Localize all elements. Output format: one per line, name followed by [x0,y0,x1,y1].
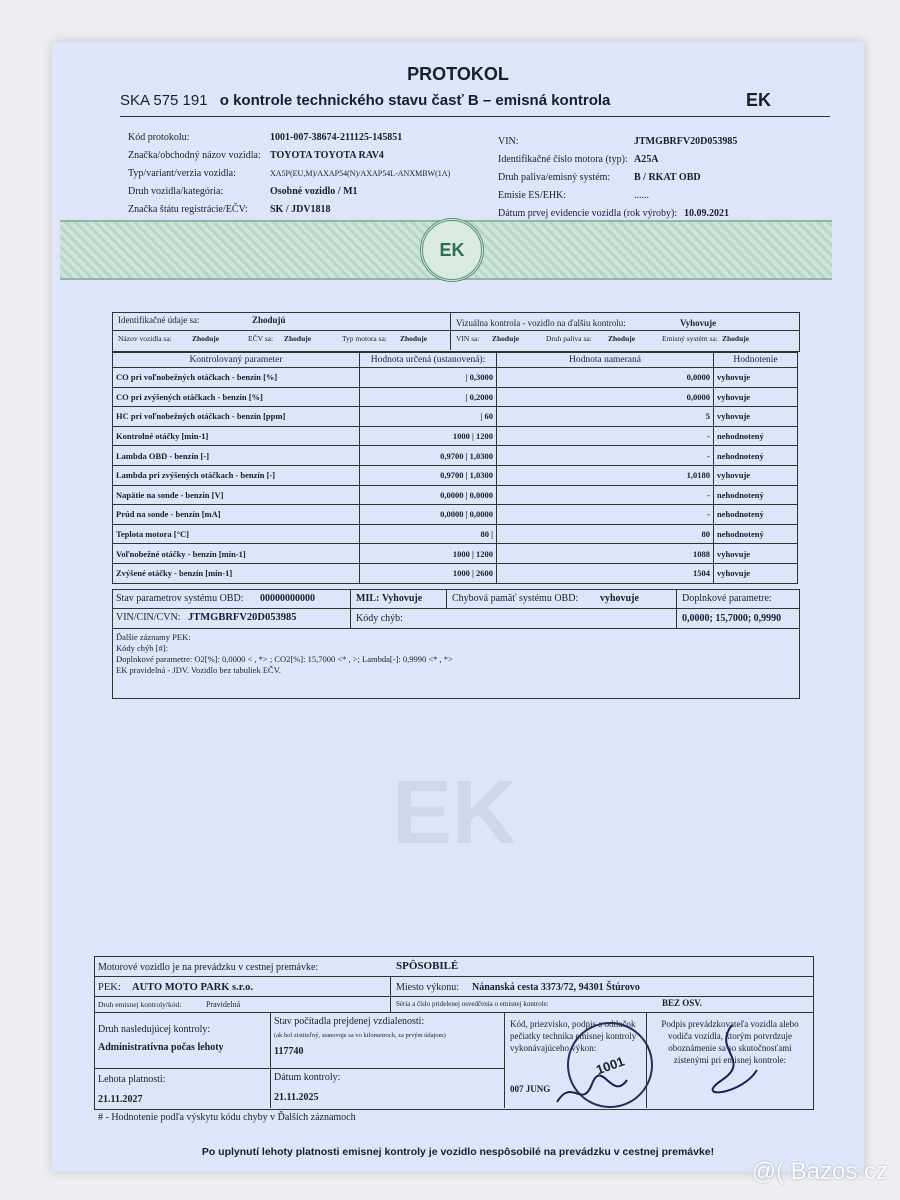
emisie-label: Emisie ES/EHK: [498,190,567,201]
druh-label: Druh vozidla/kategória: [128,186,224,197]
urcena: 80 | [360,524,497,544]
namerana: - [497,505,714,525]
stav-label: Stav počítadla prejdenej vzdialenosti: [274,1016,425,1027]
seria-value: BEZ OSV. [662,998,702,1008]
nazov-value: Zhoduje [192,334,220,343]
namerana: 1088 [497,544,714,564]
pek-value: AUTO MOTO PARK s.r.o. [132,982,253,993]
urcena: 0,9700 | 1,0300 [360,465,497,485]
datum-kontroly-label: Dátum kontroly: [274,1072,341,1083]
namerana: - [497,426,714,446]
hodnotenie: nehodnotený [714,426,798,446]
table-header-row [113,353,798,368]
hodnotenie: nehodnotený [714,505,798,525]
series-number: SKA 575 191 [120,92,208,109]
technik-sign: 007 JUNG [510,1084,551,1094]
vis-value: Vyhovuje [680,318,717,328]
hodnotenie: vyhovuje [714,407,798,427]
namerana: 0,0000 [497,387,714,407]
vis-label: Vizuálna kontrola - vozidlo na ďalšiu kontrolu: [456,318,626,328]
obd-divider-1 [112,608,800,609]
palivo-label: Druh paliva/emisný systém: [498,172,611,183]
nazov-label: Názov vozidla sa: [118,334,172,343]
param: Lambda pri zvýšených otáčkach - benzín [-] [113,465,360,485]
obd-vline-2 [446,589,447,609]
miesto-label: Miesto výkonu: [396,982,460,993]
urcena: 0,0000 | 0,0000 [360,485,497,505]
znacka-label: Značka/obchodný názov vozidla: [128,150,261,161]
dopl-label: Doplnkové parametre: [682,593,772,604]
res-line-4 [94,1068,504,1069]
id-ecv-value: Zhoduje [284,334,312,343]
owner-signature [702,1020,762,1100]
param: CO pri voľnobežných otáčkach - benzín [%] [113,368,360,388]
urcena: | 0,3000 [360,368,497,388]
table-row [113,387,798,407]
hodnotenie: vyhovuje [714,368,798,388]
param: Napätie na sonde - benzín [V] [113,485,360,505]
table-row [113,465,798,485]
namerana: - [497,446,714,466]
seria-label: Séria a číslo pridelenej osvedčenia o emisnej kontrole: [396,1000,549,1008]
hodnotenie: vyhovuje [714,563,798,583]
res-line-2 [94,996,814,997]
bazos-watermark: @( Bazos.cz [751,1158,888,1185]
emis-label: Emisný systém sa: [662,334,718,343]
emis-value: Zhoduje [722,334,750,343]
document-title: PROTOKOL [407,64,509,84]
notes-line-3: Doplnkové parametre: O2[%]: 0,0000 < , *> ; CO2[%]: 15,7000 <* , >; Lambda[-]: 0,9990 <* , *> [116,654,453,664]
kod-protokolu-label: Kód protokolu: [128,132,190,143]
param: Teplota motora [°C] [113,524,360,544]
id-vin-label: VIN sa: [456,334,480,343]
namerana: 0,0000 [497,368,714,388]
title-divider [120,116,830,117]
namerana: 5 [497,407,714,427]
pek-label: PEK: [98,982,121,993]
table-row [113,563,798,583]
notes-line-2: Kódy chýb [#]: [116,643,168,653]
param: Lambda OBD - benzín [-] [113,446,360,466]
hodnotenie: vyhovuje [714,387,798,407]
lehota-value: 21.11.2027 [98,1094,143,1105]
vincin-label: VIN/CIN/CVN: [116,612,181,623]
param: Prúd na sonde - benzín [mA] [113,505,360,525]
urcena: 1000 | 1200 [360,426,497,446]
id-vin-value: Zhoduje [492,334,520,343]
footer-warning: Po uplynutí lehoty platnosti emisnej kontroly je vozidlo nespôsobilé na prevádzku v cestnej premávke! [201,1146,715,1158]
obd-vline-1 [350,589,351,628]
mil-label: MIL: [356,593,380,604]
ek-watermark: EK [392,763,518,863]
datum-kontroly-value: 21.11.2025 [274,1092,319,1103]
notes-line-4: EK pravidelná - JDV. Vozidlo bez tabuliek EČV. [116,665,281,675]
palivo-value: B / RKAT OBD [634,172,701,183]
stamp-number: 1001 [593,1053,627,1077]
emisie-value: ...... [634,190,649,201]
id-palivo-value: Zhoduje [608,334,636,343]
table-row [113,426,798,446]
table-row [113,446,798,466]
nasl-value: Administratívna počas lehoty [98,1042,224,1053]
param: Voľnobežné otáčky - benzín [min-1] [113,544,360,564]
id-palivo-label: Druh paliva sa: [546,334,592,343]
urcena: | 60 [360,407,497,427]
datum-value: 10.09.2021 [684,208,729,219]
kod-protokolu-value: 1001-007-38674-211125-145851 [270,132,403,143]
hodnotenie-note: # - Hodnotenie podľa výskytu kódu chyby v Ďalších záznamoch [98,1112,356,1123]
ecv-label: Značka štátu registrácie/EČV: [128,204,248,215]
ecv-value: SK / JDV1818 [270,204,331,215]
hodnotenie: nehodnotený [714,446,798,466]
urcena: 1000 | 2600 [360,563,497,583]
document-subtitle [120,92,610,109]
id-vdivider [450,312,451,350]
hodnotenie: nehodnotený [714,485,798,505]
namerana: 1504 [497,563,714,583]
nasl-label: Druh nasledujúcej kontroly: [98,1024,211,1035]
hodnotenie: vyhovuje [714,465,798,485]
urcena: 1000 | 1200 [360,544,497,564]
res-vline-3 [504,1012,505,1108]
table-row [113,524,798,544]
param: Kontrolné otáčky [min-1] [113,426,360,446]
znacka-value: TOYOTA TOYOTA RAV4 [270,150,384,161]
res-line-1 [94,976,814,977]
druhk-value: Pravidelná [206,1000,241,1009]
urcena: | 0,2000 [360,387,497,407]
spos-value: SPÔSOBILÉ [396,960,459,972]
obd-divider-2 [112,628,800,629]
vin-label: VIN: [498,136,519,147]
table-row [113,407,798,427]
measurement-table [112,352,798,584]
col-urcena: Hodnota určená (ustanovená): [360,353,497,368]
typ-value: XA5P(EU,M)/AXAP54(N)/AXAP54L-ANXMBW(1A) [270,169,451,178]
datum-label: Dátum prvej evidencie vozidla (rok výroby): [498,208,678,219]
id-ecv-label: EČV sa: [248,334,274,343]
miesto-value: Nánanská cesta 3373/72, 94301 Štúrovo [472,982,640,993]
table-row [113,505,798,525]
ident-value: Zhodujú [252,315,286,325]
dopl-value: 0,0000; 15,7000; 0,9990 [682,613,782,624]
motor-value: A25A [634,154,659,165]
col-parameter: Kontrolovaný parameter [113,353,360,368]
technik-label: Kód, priezvisko, podpis a odtlačok pečiatky technika emisnej kontroly vykonávajúceho výkon: [510,1019,637,1053]
druh-value: Osobné vozidlo / M1 [270,186,358,197]
technician-signature [552,1072,632,1112]
res-vline-1 [390,976,391,1012]
param: CO pri zvýšených otáčkach - benzín [%] [113,387,360,407]
hodnotenie: vyhovuje [714,544,798,564]
vin-value: JTMGBRFV20D053985 [634,136,738,147]
stav-note: (ak bol zistiteľný, stanovuje sa vo kilometroch, za prvým údajom) [274,1032,446,1039]
stav-value: 117740 [274,1046,304,1057]
table-row [113,485,798,505]
typm-label: Typ motora sa: [342,334,387,343]
notes-line-1: Ďalšie záznamy PEK: [116,632,191,642]
owner-signature-label: Podpis prevádzkovateľa vozidla alebo vodiča vozidla, ktorým potvrdzuje oboznámenie sa so skutočnosťami zistenými pri emisnej kontrole: [661,1019,799,1065]
res-line-3 [94,1012,814,1013]
urcena: 0,9700 | 1,0300 [360,446,497,466]
id-divider [112,330,800,331]
col-hodnotenie: Hodnotenie [714,353,798,368]
table-row [113,368,798,388]
protocol-document [52,42,864,1172]
col-namerana: Hodnota nameraná [497,353,714,368]
vincin-value: JTMGBRFV20D053985 [188,612,297,623]
res-vline-2 [270,1012,271,1108]
ek-seal-logo: EK [420,218,484,282]
namerana: - [497,485,714,505]
urcena: 0,0000 | 0,0000 [360,505,497,525]
lehota-label: Lehota platnosti: [98,1074,166,1085]
motor-label: Identifikačné číslo motora (typ): [498,154,628,165]
namerana: 80 [497,524,714,544]
mil-value: Vyhovuje [382,593,423,604]
param: Zvýšené otáčky - benzín [min-1] [113,563,360,583]
hodnotenie: nehodnotený [714,524,798,544]
obd-vline-3 [676,589,677,628]
ident-label: Identifikačné údaje sa: [118,315,200,325]
chyb-value: vyhovuje [600,593,639,604]
param: HC pri voľnobežných otáčkach - benzín [ppm] [113,407,360,427]
obd-box [112,589,800,699]
typ-label: Typ/variant/verzia vozidla: [128,168,236,179]
ek-mark: EK [746,90,772,110]
obd-stav-value: 00000000000 [260,593,315,604]
chyb-label: Chybová pamäť systému OBD: [452,593,579,604]
spos-label: Motorové vozidlo je na prevádzku v cestnej premávke: [98,962,319,973]
druhk-label: Druh emisnej kontroly/kód: [98,1000,182,1009]
obd-stav-label: Stav parametrov systému OBD: [116,593,244,604]
kody-label: Kódy chýb: [356,613,403,624]
typm-value: Zhoduje [400,334,428,343]
table-row [113,544,798,564]
subtitle-text: o kontrole technického stavu časť B – emisná kontrola [219,92,611,109]
namerana: 1,0180 [497,465,714,485]
